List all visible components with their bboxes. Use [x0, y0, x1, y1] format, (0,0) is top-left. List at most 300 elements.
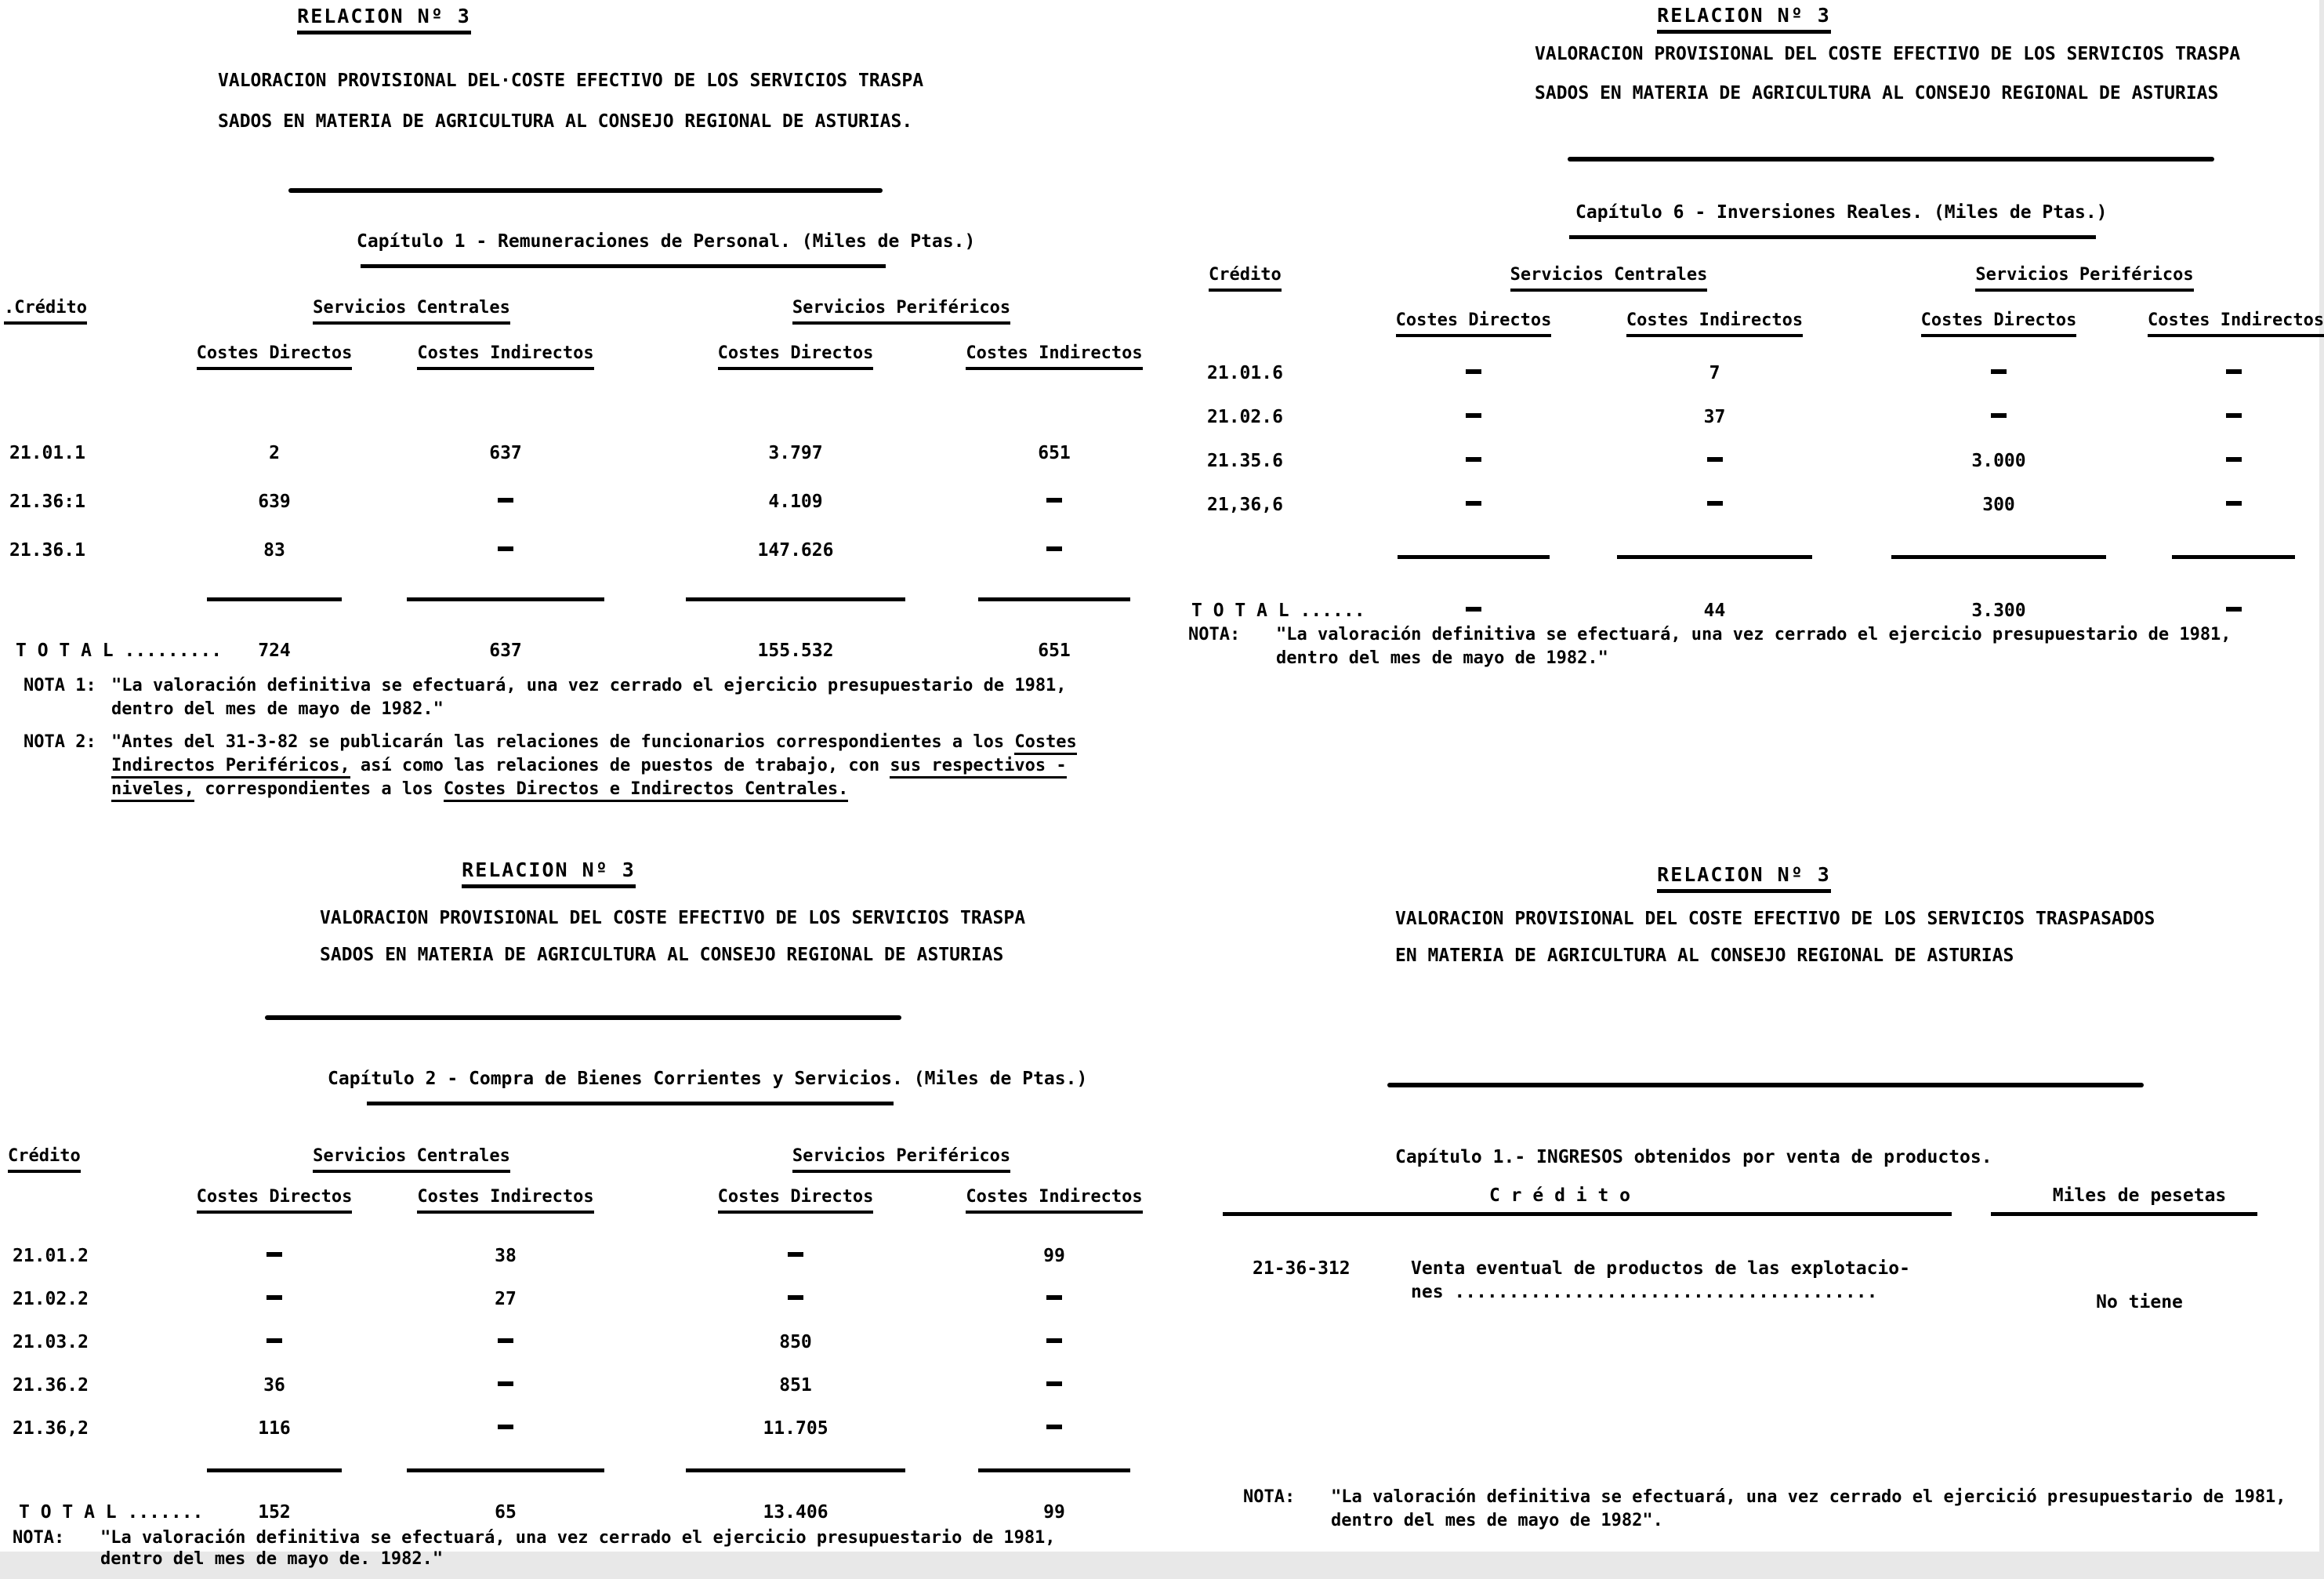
credit-code-cell — [0, 539, 180, 588]
credit-header-label: .Crédito — [4, 297, 87, 325]
chapter-underline-rule — [361, 264, 886, 268]
credit-code-cell — [0, 1288, 180, 1331]
value-cell — [368, 640, 643, 662]
value-cell — [368, 1417, 643, 1461]
note-line — [1331, 1509, 2314, 1533]
total-row — [0, 1501, 1160, 1523]
credit-code-cell — [1160, 362, 1368, 406]
note — [13, 1527, 1154, 1570]
sub-header-label: Costes Indirectos — [417, 343, 593, 370]
group-header — [643, 296, 1160, 342]
dash-value — [2226, 607, 2242, 612]
dash-value — [1046, 1295, 1062, 1300]
note-text: Costes — [1014, 732, 1076, 755]
value-cell — [1850, 362, 2148, 406]
value-cell — [1579, 494, 1850, 538]
column-total-rule — [978, 597, 1130, 601]
total-label-cell — [0, 1501, 204, 1523]
value-cell — [948, 442, 1160, 491]
group-header — [643, 1145, 1160, 1185]
income-row — [1160, 1257, 2319, 1312]
value-cell — [180, 1331, 368, 1374]
dash-value — [788, 1252, 803, 1257]
credit-code: 21.36.1 — [9, 540, 85, 561]
column-total-rule — [686, 1468, 906, 1472]
chapter-heading: Capítulo 2 - Compra de Bienes Corrientes y Servicios. (Miles de Ptas.) — [328, 1069, 1088, 1089]
sum-rule-cell — [948, 1468, 1160, 1478]
income-description-line: Venta eventual de productos de las explotacio- — [1411, 1258, 1910, 1279]
sum-rule-cell — [180, 1468, 368, 1478]
sub-header — [948, 1185, 1160, 1232]
group-header — [180, 1145, 643, 1185]
doc-title-text: RELACION Nº 3 — [1657, 4, 1831, 34]
value-cell — [643, 1245, 948, 1288]
cost-value: 2 — [269, 443, 280, 463]
doc-subtitle-line2: EN MATERIA DE AGRICULTURA AL CONSEJO REGIONAL DE ASTURIAS — [1395, 946, 2014, 966]
credit-code: 21.35.6 — [1207, 451, 1283, 471]
dash-value — [2226, 457, 2242, 462]
sub-header — [1368, 309, 1579, 361]
total-label-cell — [0, 640, 223, 662]
credit-code: 21.01.2 — [13, 1246, 89, 1266]
sub-header-label: Costes Indirectos — [966, 343, 1142, 370]
dash-value — [2226, 501, 2242, 506]
total-value: 637 — [489, 641, 522, 661]
sub-header-label: Costes Directos — [1396, 310, 1552, 337]
total-value: 44 — [1703, 601, 1726, 621]
income-table — [1160, 1184, 2319, 1312]
cost-table — [1160, 263, 2324, 622]
cost-value: 4.109 — [768, 492, 823, 512]
note-line — [111, 731, 1152, 754]
amount-column-header — [1960, 1184, 2319, 1216]
note-text: dentro del mes de mayo de 1982". — [1331, 1511, 1663, 1530]
sub-header-label: Costes Directos — [197, 343, 353, 370]
total-value: 3.300 — [1971, 601, 2026, 621]
sub-header — [948, 342, 1160, 394]
sum-rule-row — [1160, 555, 2319, 564]
chapter-heading: Capítulo 1 - Remuneraciones de Personal. (Miles de Ptas.) — [357, 231, 976, 252]
sub-header — [643, 1185, 948, 1232]
horizontal-rule — [1568, 157, 2214, 162]
dash-value — [1466, 369, 1481, 374]
table-group-header-row — [0, 1145, 1160, 1185]
column-total-rule — [207, 1468, 343, 1472]
note — [24, 674, 1152, 721]
value-cell — [180, 1501, 368, 1523]
doc-subtitle-line1: VALORACION PROVISIONAL DEL·COSTE EFECTIVO DE LOS SERVICIOS TRASPA — [218, 71, 924, 91]
note-line — [1276, 647, 2309, 670]
value-cell — [643, 442, 948, 491]
value-cell — [948, 1374, 1160, 1417]
value-cell — [368, 1245, 643, 1288]
empty-cell — [0, 597, 180, 607]
value-cell — [1850, 600, 2148, 622]
group-header-label: Servicios Centrales — [1510, 264, 1708, 292]
note-body — [100, 1527, 1154, 1570]
note-body — [111, 674, 1152, 721]
sum-rule-row — [0, 1468, 1160, 1478]
value-cell — [368, 1331, 643, 1374]
sum-rule-row — [0, 597, 1160, 607]
dash-value — [1046, 1338, 1062, 1343]
note-line — [111, 754, 1152, 778]
credit-code-cell — [0, 1417, 180, 1461]
sub-header-label: Costes Indirectos — [966, 1186, 1142, 1214]
note-text: dentro del mes de mayo de 1982." — [1276, 648, 1608, 668]
note-body — [1331, 1486, 2314, 1533]
sub-header-label: Costes Indirectos — [417, 1186, 593, 1214]
cost-value: 11.705 — [763, 1418, 828, 1439]
doc-title — [157, 858, 941, 888]
note-label: NOTA: — [1243, 1487, 1296, 1507]
total-value: 65 — [495, 1502, 517, 1523]
value-cell — [1579, 406, 1850, 450]
doc-title — [1352, 863, 2136, 893]
note — [1243, 1486, 2314, 1533]
sum-rule-cell — [180, 597, 368, 607]
note-line — [1276, 623, 2309, 647]
value-cell — [180, 539, 368, 588]
cost-value: 3.797 — [768, 443, 823, 463]
credit-code: 21.36.2 — [13, 1375, 89, 1396]
group-header — [180, 296, 643, 342]
note-text: dentro del mes de mayo de. 1982." — [100, 1549, 444, 1569]
column-total-rule — [407, 1468, 604, 1472]
total-row — [0, 640, 1160, 662]
value-cell — [1579, 450, 1850, 494]
doc-subtitle-line1: VALORACION PROVISIONAL DEL COSTE EFECTIVO DE LOS SERVICIOS TRASPASADOS — [1395, 909, 2155, 929]
credit-code: 21-36-312 — [1253, 1258, 1351, 1279]
sub-header-label: Costes Directos — [718, 343, 874, 370]
dash-value — [1046, 546, 1062, 551]
credit-code: 21.01.1 — [9, 443, 85, 463]
value-cell — [643, 539, 948, 588]
value-cell — [368, 491, 643, 539]
value-cell — [1368, 362, 1579, 406]
document-page-cap1-ingresos — [1160, 827, 2319, 1552]
income-description — [1411, 1257, 1960, 1312]
notes-block — [1188, 623, 2309, 680]
credit-code: 21.03.2 — [13, 1332, 89, 1352]
sub-header-label: Costes Directos — [197, 1186, 353, 1214]
document-page-cap6-inversiones — [1160, 0, 2324, 827]
group-header-label: Servicios Periféricos — [1975, 264, 2193, 292]
dash-value — [498, 546, 513, 551]
doc-subtitle-line1: VALORACION PROVISIONAL DEL COSTE EFECTIVO DE LOS SERVICIOS TRASPA — [320, 908, 1026, 928]
credit-header-rule — [1223, 1212, 1952, 1216]
dash-value — [498, 1425, 513, 1429]
note — [24, 731, 1152, 801]
value-cell — [1368, 494, 1579, 538]
doc-subtitle-line1: VALORACION PROVISIONAL DEL COSTE EFECTIVO DE LOS SERVICIOS TRASPA — [1535, 44, 2241, 64]
column-total-rule — [407, 597, 604, 601]
dash-value — [498, 1381, 513, 1386]
amount-header-label: Miles de pesetas — [2052, 1185, 2227, 1206]
sum-rule-cell — [643, 597, 948, 607]
dash-value — [1046, 1425, 1062, 1429]
dash-value — [1046, 1381, 1062, 1386]
value-cell — [1850, 450, 2148, 494]
value-cell — [2148, 600, 2319, 622]
cost-table — [0, 1145, 1160, 1523]
credit-code-cell — [0, 1331, 180, 1374]
doc-subtitle-line2: SADOS EN MATERIA DE AGRICULTURA AL CONSEJO REGIONAL DE ASTURIAS — [320, 945, 1004, 965]
cost-table — [0, 296, 1160, 662]
note-line — [100, 1548, 1154, 1570]
note-text: sus respectivos - — [890, 756, 1066, 779]
note-text: "La valoración definitiva se efectuará, una vez cerrado el ejercicio presupuestario de 1981, — [111, 676, 1067, 695]
empty-cell — [1160, 309, 1368, 361]
value-cell — [368, 1288, 643, 1331]
value-cell — [643, 1417, 948, 1461]
value-cell — [180, 1417, 368, 1461]
cost-value: 7 — [1709, 363, 1720, 383]
cost-value: 300 — [1982, 495, 2015, 515]
credit-code: 21.02.6 — [1207, 407, 1283, 427]
value-cell — [643, 1288, 948, 1331]
value-cell — [643, 1374, 948, 1417]
value-cell — [180, 640, 368, 662]
notes-block — [1243, 1486, 2314, 1542]
table-row — [1160, 362, 2319, 406]
horizontal-rule — [1387, 1083, 2144, 1087]
value-cell — [2148, 406, 2319, 450]
dash-value — [498, 498, 513, 503]
cost-value: 83 — [263, 540, 285, 561]
value-cell — [948, 1331, 1160, 1374]
sub-header-label: Costes Directos — [1921, 310, 2077, 337]
value-cell — [368, 539, 643, 588]
value-cell — [1850, 406, 2148, 450]
column-total-rule — [686, 597, 906, 601]
table-subheader-row — [1160, 309, 2324, 361]
horizontal-rule — [265, 1015, 901, 1020]
total-value: 99 — [1043, 1502, 1065, 1523]
table-row — [0, 1245, 1160, 1288]
value-cell — [180, 1288, 368, 1331]
amount-header-rule — [1991, 1212, 2257, 1216]
credit-code: 21,36,6 — [1207, 495, 1283, 515]
doc-title — [1352, 4, 2136, 34]
sub-header — [180, 342, 368, 394]
credit-code-cell — [0, 442, 180, 491]
column-total-rule — [207, 597, 343, 601]
table-row — [0, 442, 1160, 491]
value-cell — [948, 1417, 1160, 1461]
sum-rule-cell — [1850, 555, 2148, 564]
spacer — [0, 1232, 1160, 1245]
credit-column-header — [0, 296, 180, 342]
horizontal-rule — [288, 188, 883, 193]
note-text: "La valoración definitiva se efectuará, una vez cerrado el ejercicio presupuestario de 1981, — [100, 1528, 1056, 1548]
doc-subtitle-line2: SADOS EN MATERIA DE AGRICULTURA AL CONSEJO REGIONAL DE ASTURIAS — [1535, 83, 2219, 103]
value-cell — [180, 1374, 368, 1417]
note-line — [111, 778, 1152, 801]
value-cell — [180, 1245, 368, 1288]
document-page-cap1-personal — [0, 0, 1160, 827]
sum-rule-cell — [1368, 555, 1579, 564]
credit-column-header — [1160, 1184, 1960, 1216]
sub-header — [368, 1185, 643, 1232]
value-cell — [643, 491, 948, 539]
note-text: niveles, — [111, 779, 194, 802]
total-label: T O T A L ......... — [16, 641, 223, 661]
empty-cell — [1160, 555, 1368, 564]
table-row — [0, 1288, 1160, 1331]
sum-rule-cell — [368, 1468, 643, 1478]
value-cell — [1850, 494, 2148, 538]
value-cell — [948, 1245, 1160, 1288]
note-text: "La valoración definitiva se efectuará, una vez cerrado el ejercició presupuestario de 1981, — [1331, 1487, 2286, 1507]
group-header-label: Servicios Periféricos — [792, 1145, 1010, 1173]
note-text: Costes Directos e Indirectos Centrales. — [444, 779, 849, 802]
value-cell — [180, 442, 368, 491]
value-cell — [643, 1331, 948, 1374]
chapter-underline-rule — [1569, 235, 2096, 239]
column-total-rule — [978, 1468, 1130, 1472]
note-body — [111, 731, 1152, 801]
dash-value — [266, 1338, 282, 1343]
credit-header-label: Crédito — [8, 1145, 81, 1173]
credit-column-header — [0, 1145, 180, 1185]
sum-rule-cell — [2148, 555, 2319, 564]
cost-value: 36 — [263, 1375, 285, 1396]
group-header-label: Servicios Periféricos — [792, 297, 1010, 325]
spacer — [0, 394, 1160, 442]
note-text: así como las relaciones de puestos de trabajo, con — [350, 756, 890, 775]
note-line — [100, 1527, 1154, 1548]
credit-code: 21.01.6 — [1207, 363, 1283, 383]
income-amount: No tiene — [2096, 1292, 2183, 1312]
credit-code-cell — [1160, 494, 1368, 538]
dash-value — [1466, 457, 1481, 462]
table-group-header-row — [1160, 263, 2319, 309]
chapter-heading: Capítulo 1.- INGRESOS obtenidos por venta de productos. — [1395, 1147, 1992, 1167]
table-subheader-row — [0, 1185, 1160, 1232]
value-cell — [643, 640, 948, 662]
sum-rule-cell — [643, 1468, 948, 1478]
total-label: T O T A L ...... — [1191, 601, 1365, 621]
value-cell — [1579, 600, 1850, 622]
note-label: NOTA 2: — [24, 732, 96, 752]
credit-header-label: Crédito — [1209, 264, 1282, 292]
empty-cell — [0, 1185, 180, 1232]
dash-value — [1046, 498, 1062, 503]
cost-value: 851 — [779, 1375, 812, 1396]
note-label: NOTA: — [13, 1528, 65, 1548]
table-subheader-row — [0, 342, 1160, 394]
sub-header-label: Costes Indirectos — [1626, 310, 1803, 337]
cost-value: 639 — [258, 492, 291, 512]
note-line — [111, 698, 1152, 721]
sub-header-label: Costes Indirectos — [2148, 310, 2324, 337]
sum-rule-cell — [368, 597, 643, 607]
dash-value — [498, 1338, 513, 1343]
credit-code: 21.36,2 — [13, 1418, 89, 1439]
sub-header — [1579, 309, 1850, 361]
credit-code-cell — [1160, 450, 1368, 494]
note-line — [1331, 1486, 2314, 1509]
note-text: dentro del mes de mayo de 1982." — [111, 699, 444, 719]
document-page-cap2-compra-bienes — [0, 827, 1160, 1569]
dash-value — [2226, 369, 2242, 374]
credit-column-header — [1160, 263, 1368, 309]
doc-title-text: RELACION Nº 3 — [462, 858, 636, 888]
cost-value: 3.000 — [1971, 451, 2026, 471]
total-value: 651 — [1038, 641, 1071, 661]
table-row — [1160, 494, 2319, 538]
value-cell — [1368, 406, 1579, 450]
value-cell — [180, 491, 368, 539]
chapter-heading: Capítulo 6 - Inversiones Reales. (Miles de Ptas.) — [1575, 202, 2108, 223]
credit-code-cell — [0, 491, 180, 539]
table-row — [1160, 406, 2319, 450]
sub-header — [643, 342, 948, 394]
value-cell — [1368, 450, 1579, 494]
dash-value — [266, 1295, 282, 1300]
value-cell — [948, 1288, 1160, 1331]
dash-value — [2226, 413, 2242, 418]
notes-block — [24, 674, 1152, 811]
doc-title-text: RELACION Nº 3 — [297, 5, 471, 34]
group-header — [1368, 263, 1850, 309]
column-total-rule — [1891, 555, 2106, 559]
dash-value — [1991, 369, 2007, 374]
table-row — [0, 1331, 1160, 1374]
value-cell — [368, 1374, 643, 1417]
note-text: "Antes del 31-3-82 se publicarán las relaciones de funcionarios correspondientes a los — [111, 732, 1015, 752]
group-header-label: Servicios Centrales — [313, 1145, 510, 1173]
empty-cell — [0, 342, 180, 394]
doc-subtitle-line2: SADOS EN MATERIA DE AGRICULTURA AL CONSEJO REGIONAL DE ASTURIAS. — [218, 111, 913, 132]
sub-header — [1850, 309, 2148, 361]
empty-cell — [0, 1468, 180, 1478]
group-header — [1850, 263, 2319, 309]
table-row — [0, 491, 1160, 539]
cost-value: 637 — [489, 443, 522, 463]
dash-value — [1466, 501, 1481, 506]
cost-value: 27 — [495, 1289, 517, 1309]
sub-header — [180, 1185, 368, 1232]
table-row — [1160, 450, 2319, 494]
group-header-label: Servicios Centrales — [313, 297, 510, 325]
total-label: T O T A L ....... — [19, 1502, 204, 1523]
note-text: Indirectos Periféricos, — [111, 756, 350, 779]
credit-code-cell — [0, 1374, 180, 1417]
credit-code-cell — [0, 1245, 180, 1288]
table-group-header-row — [0, 296, 1160, 342]
value-cell — [948, 1501, 1160, 1523]
dash-value — [1466, 607, 1481, 612]
value-cell — [2148, 362, 2319, 406]
cost-value: 850 — [779, 1332, 812, 1352]
cost-value: 116 — [258, 1418, 291, 1439]
credit-header-label: C r é d i t o — [1488, 1185, 1630, 1206]
dash-value — [788, 1295, 803, 1300]
column-total-rule — [2172, 555, 2296, 559]
note-text: "La valoración definitiva se efectuará, una vez cerrado el ejercicio presupuestario de 1981, — [1276, 625, 2232, 644]
table-row — [0, 539, 1160, 588]
cost-value: 99 — [1043, 1246, 1065, 1266]
sub-header — [2148, 309, 2324, 361]
note — [1188, 623, 2309, 670]
table-row — [0, 1417, 1160, 1461]
value-cell — [368, 442, 643, 491]
value-cell — [643, 1501, 948, 1523]
note-label: NOTA: — [1188, 625, 1241, 644]
total-value: 152 — [258, 1502, 291, 1523]
